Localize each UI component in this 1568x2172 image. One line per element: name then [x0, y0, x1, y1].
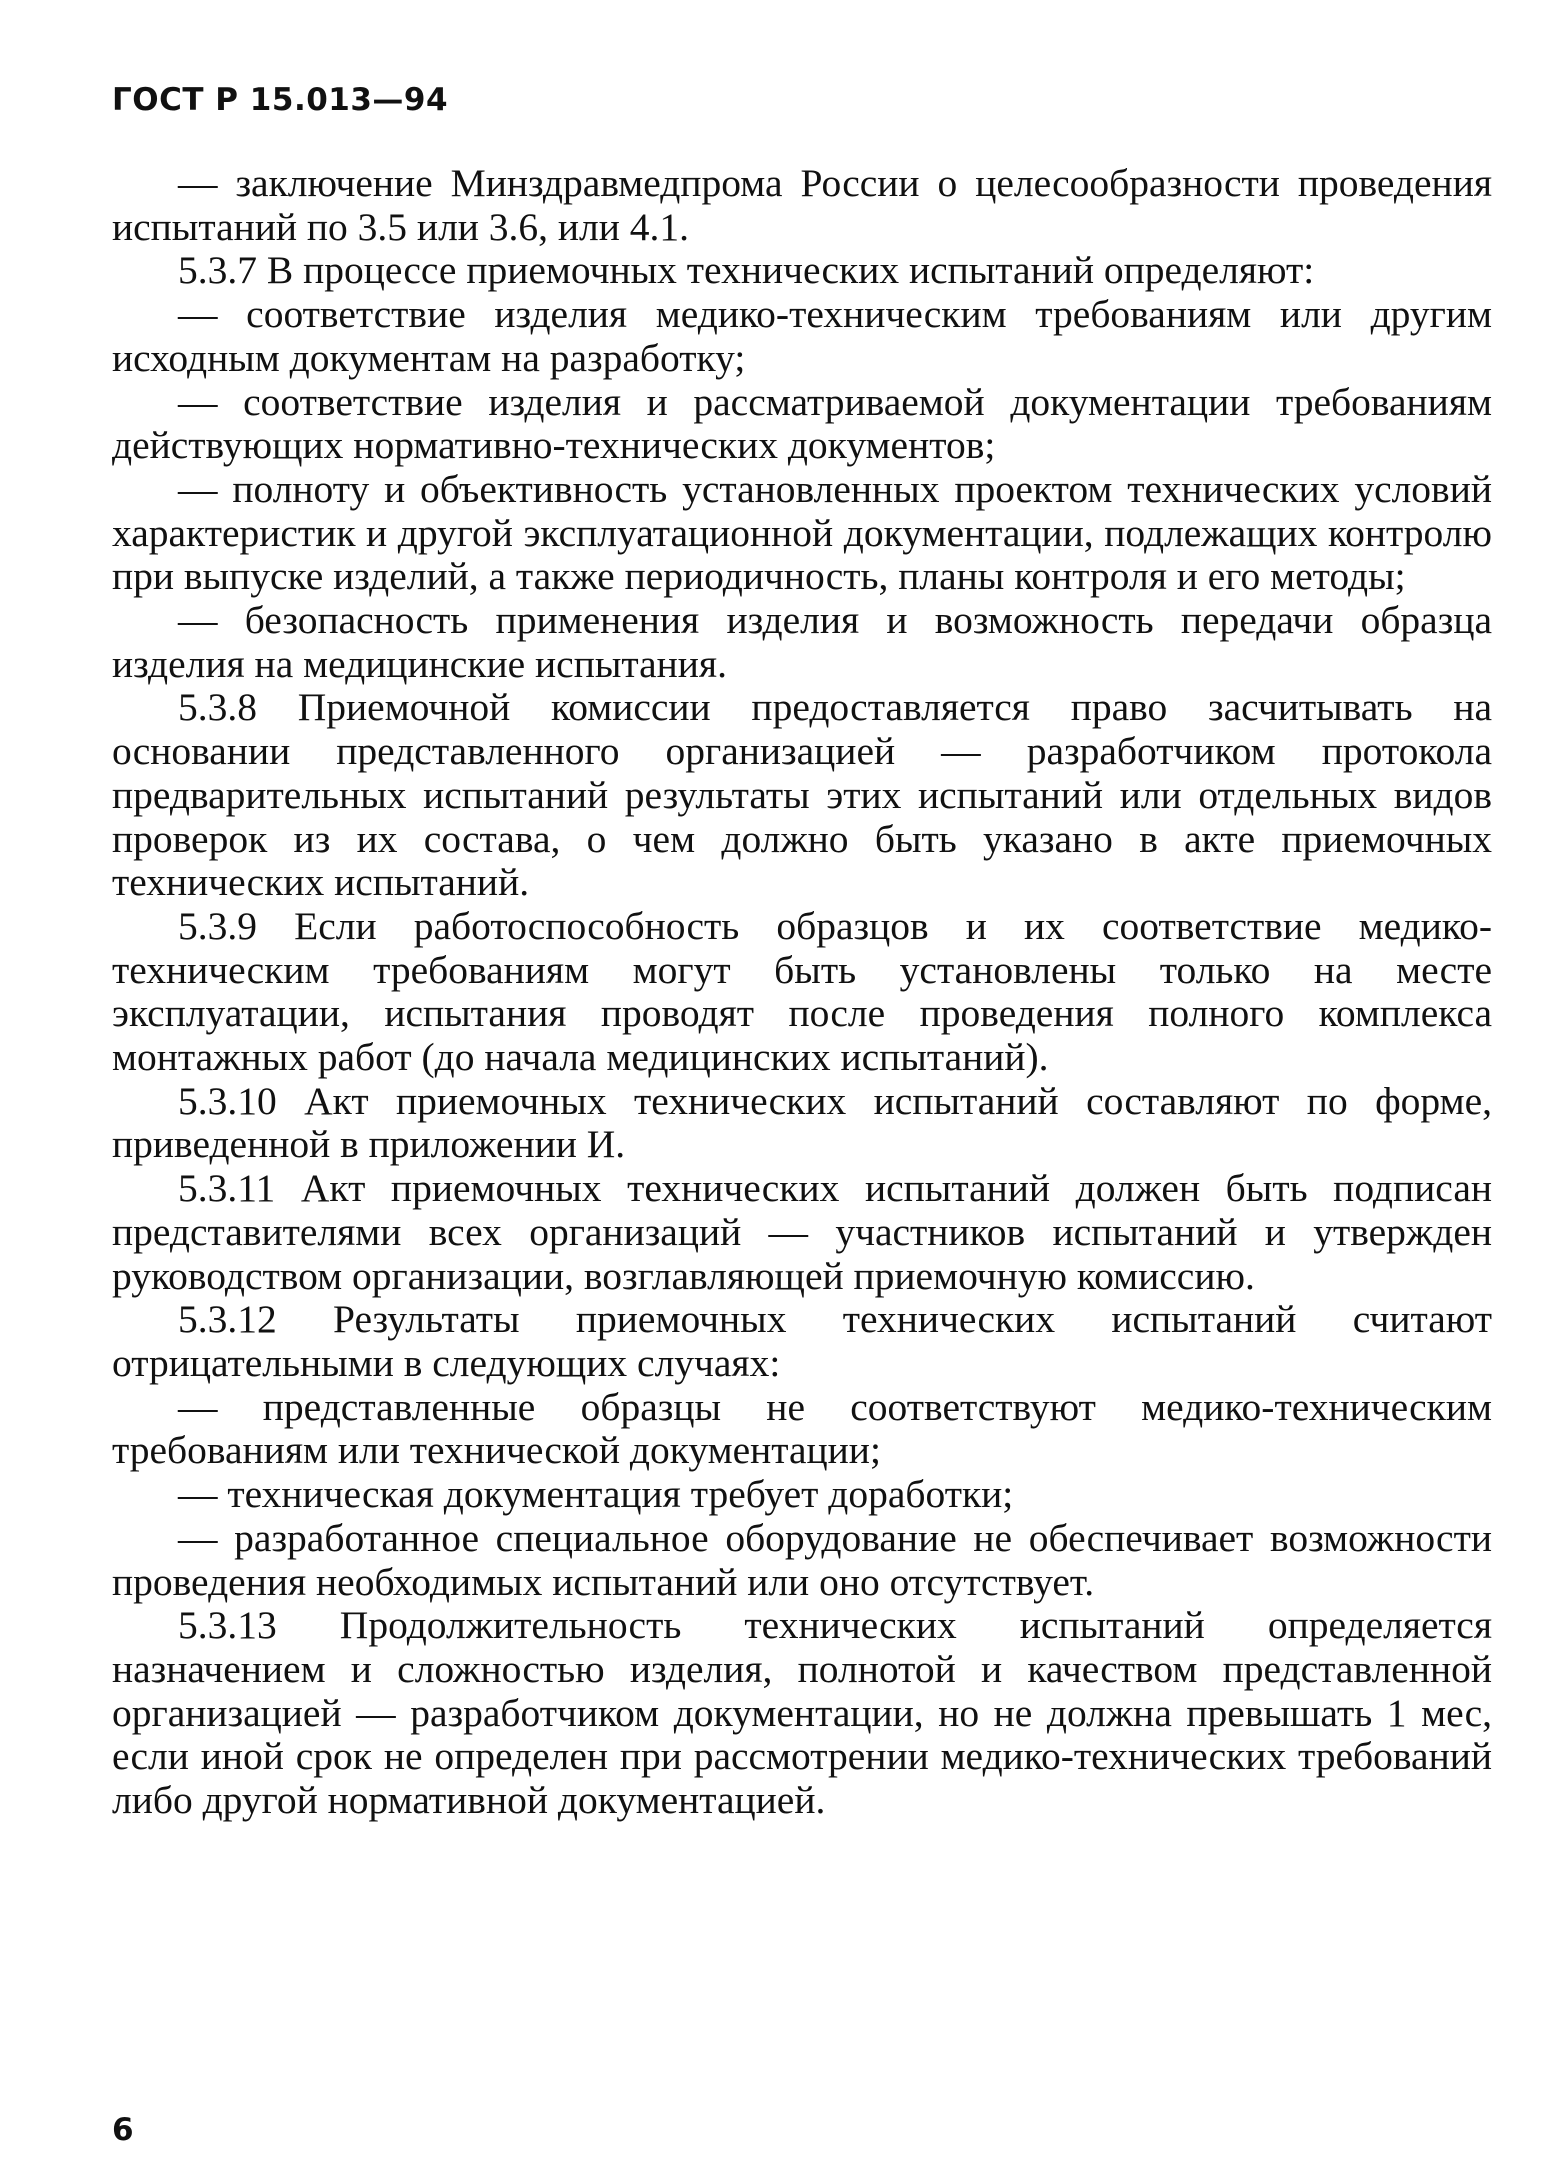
paragraph-5-3-8: 5.3.8 Приемочной комиссии предоставляется право засчитывать на основании представленного организацией — разработчиком протокола предварительных испытаний результаты этих испытаний или отдельных видов проверок из их состава, о чем должно быть указано в акте приемочных технических испытаний. [112, 685, 1492, 905]
page-header: ГОСТ Р 15.013—94 [112, 82, 449, 118]
paragraph-5-3-9: 5.3.9 Если работоспособность образцов и их соответствие медико-техническим требованиям могут быть установлены только на месте эксплуатации, испытания проводят после проведения полного комплекса монтажных работ (до начала медицинских испытаний). [112, 903, 1492, 1080]
paragraph-5-3-7: 5.3.7 В процессе приемочных технических испытаний определяют: [178, 248, 1315, 293]
list-item: — соответствие изделия и рассматриваемой документации требованиям действующих нормативно-технических документов; [112, 379, 1492, 468]
list-item: — техническая документация требует доработки; [178, 1472, 1014, 1517]
paragraph-conclusion-item: — заключение Минздравмедпрома России о целесообразности проведения испытаний по 3.5 или 3.6, или 4.1. [112, 161, 1492, 249]
paragraph-5-3-11: 5.3.11 Акт приемочных технических испытаний должен быть подписан представителями всех организаций — участников испытаний и утвержден руководством организации, возглавляющей приемочную комиссию. [112, 1166, 1492, 1298]
paragraph-5-3-12: 5.3.12 Результаты приемочных технических испытаний считают отрицательными в следующих случаях: [112, 1297, 1492, 1385]
list-item: — безопасность применения изделия и возможность передачи образца изделия на медицинские испытания. [112, 598, 1492, 686]
list-item: — представленные образцы не соответствуют медико-техническим требованиям или технической документации; [112, 1384, 1492, 1473]
page-number: 6 [112, 2112, 134, 2148]
list-item: — разработанное специальное оборудование не обеспечивает возможности проведения необходимых испытаний или оно отсутствует. [112, 1515, 1492, 1604]
list-item: — соответствие изделия медико-техническим требованиям или другим исходным документам на разработку; [112, 292, 1492, 380]
list-item: — полноту и объективность установленных проектом технических условий характеристик и другой эксплуатационной документации, подлежащих контролю при выпуске изделий, а также периодичность, планы контроля и его методы; [112, 466, 1492, 599]
paragraph-5-3-10: 5.3.10 Акт приемочных технических испытаний составляют по форме, приведенной в приложении И. [112, 1078, 1492, 1167]
document-body [112, 162, 1492, 1823]
paragraph-5-3-13: 5.3.13 Продолжительность технических испытаний определяется назначением и сложностью изделия, полнотой и качеством представленной организацией — разработчиком документации, но не должна превышать 1 мес, если иной срок не определен при рассмотрении медико-технических требований либо другой нормативной документацией. [112, 1603, 1492, 1823]
